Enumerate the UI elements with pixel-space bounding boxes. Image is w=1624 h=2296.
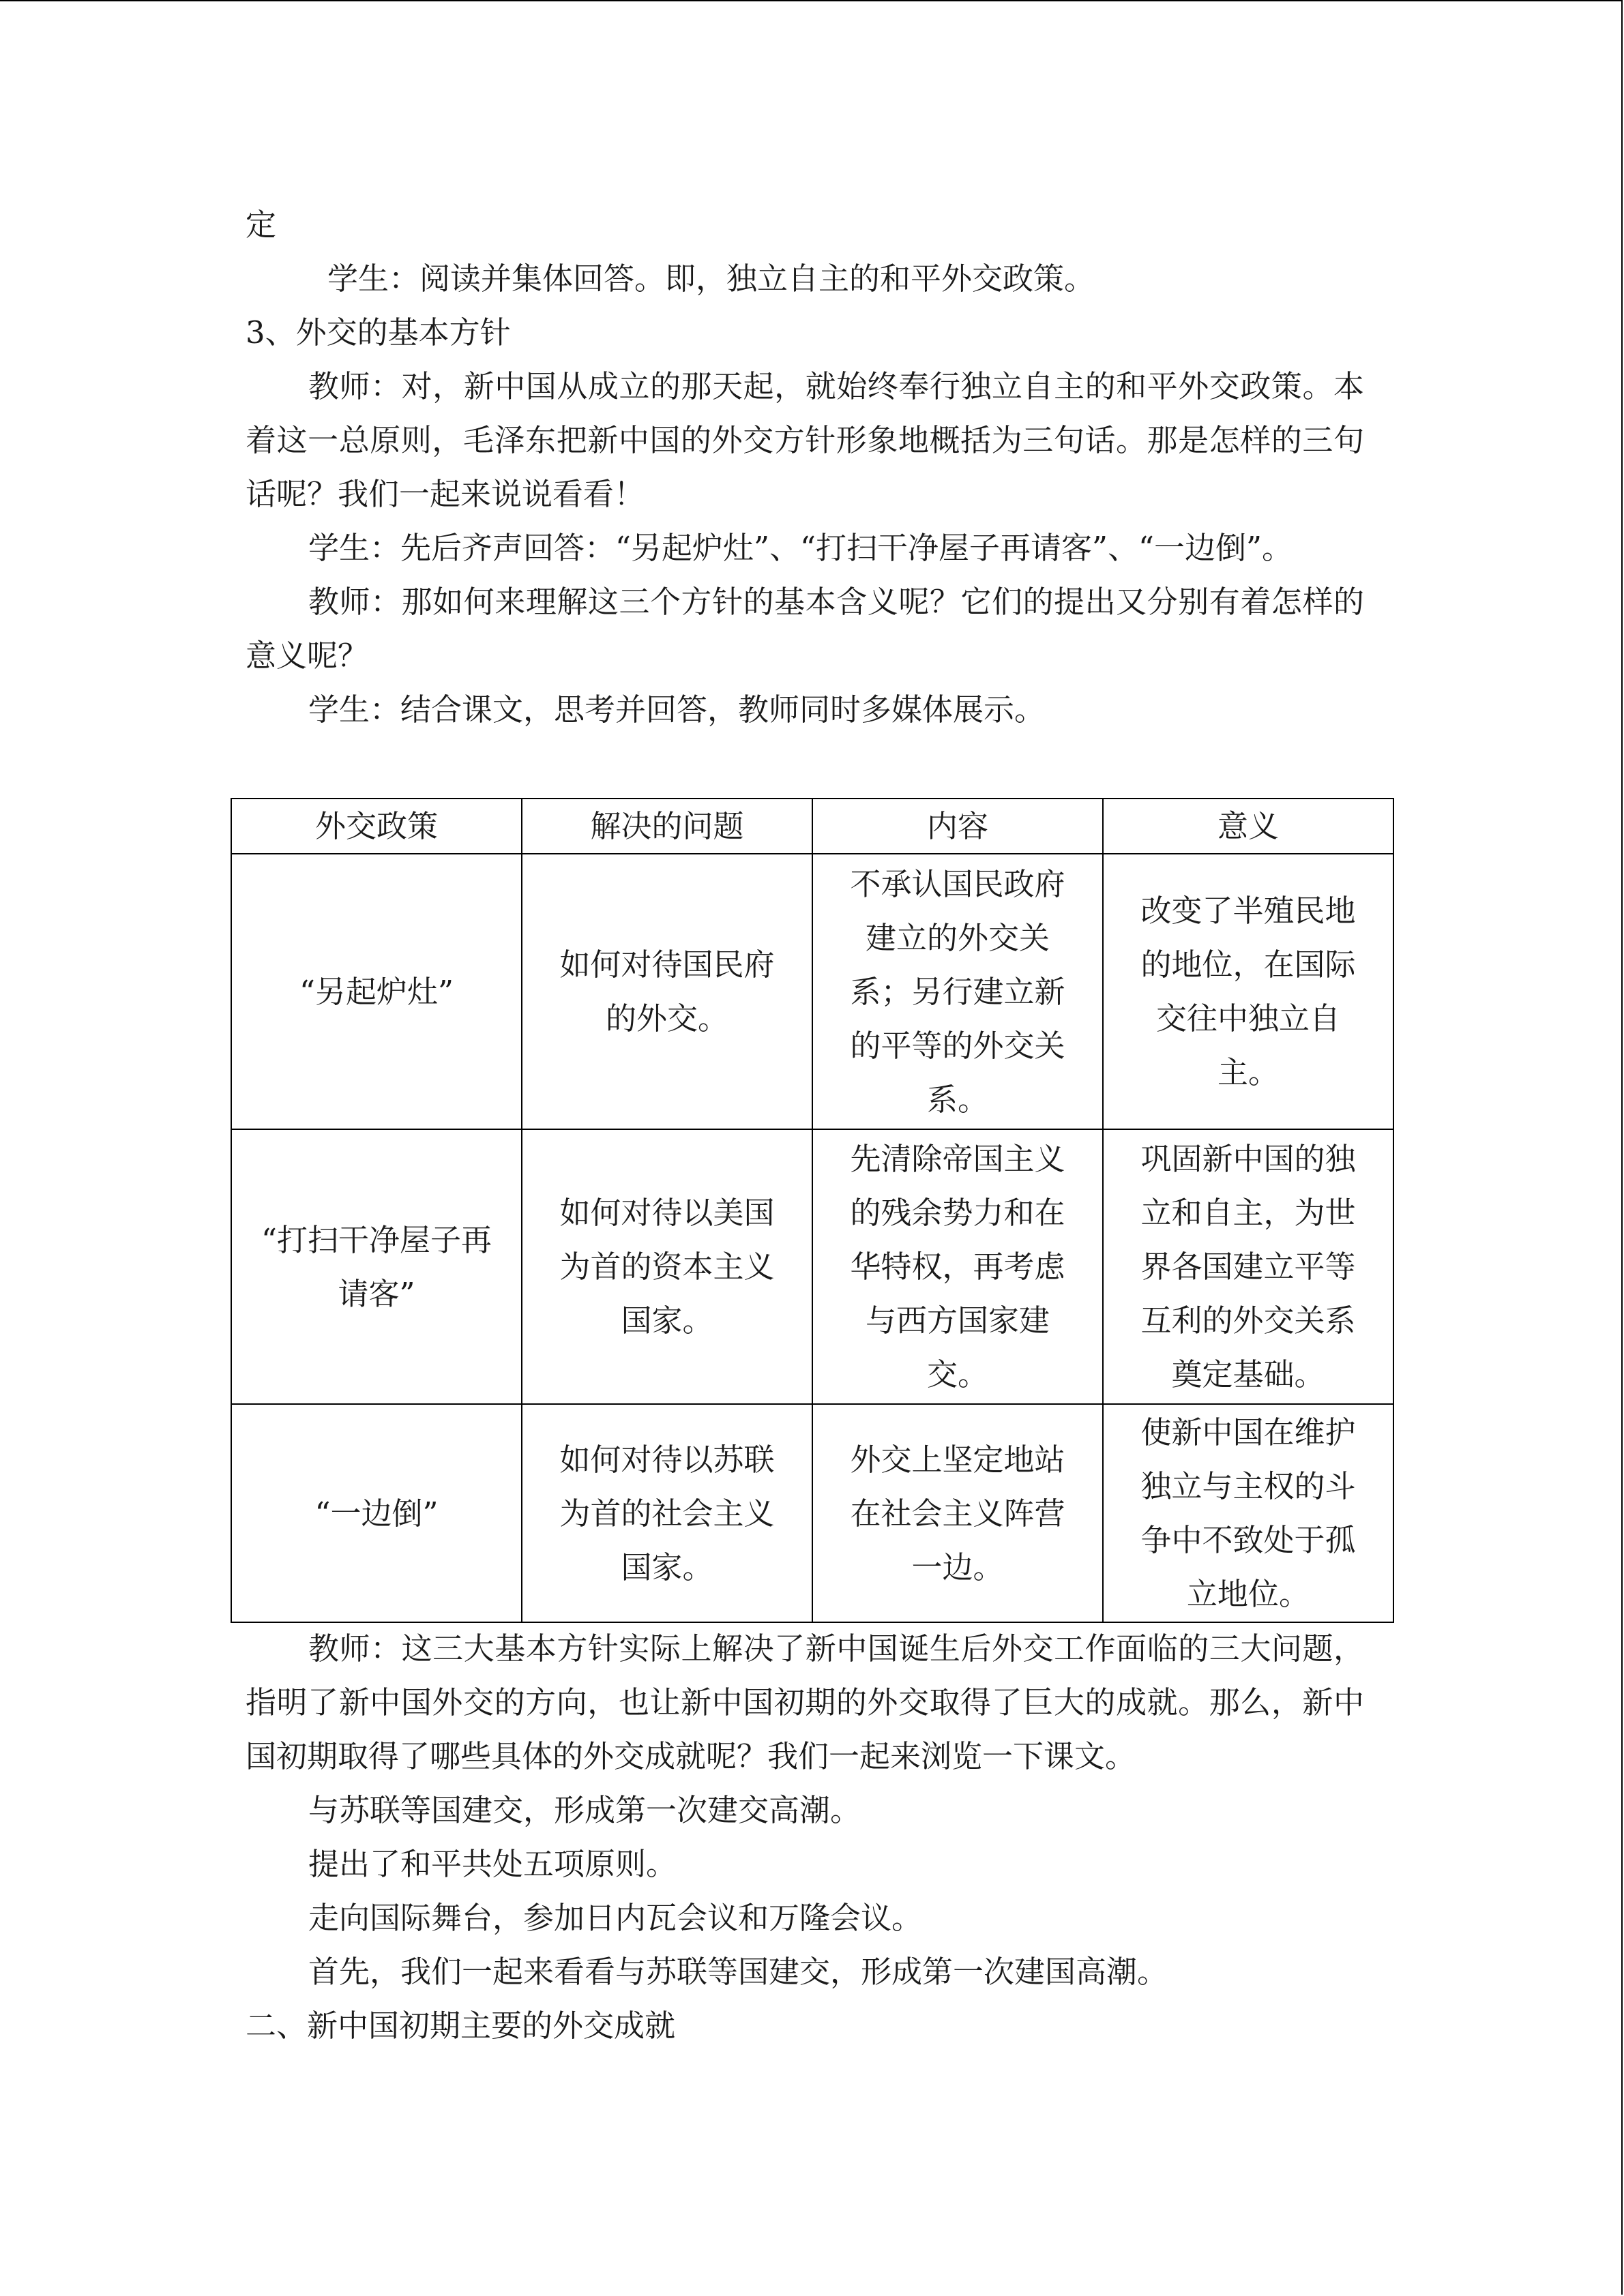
table-cell: 巩固新中国的独立和自主，为世界各国建立平等互利的外交关系奠定基础。 (1103, 1129, 1393, 1404)
table-cell: 如何对待以美国为首的资本主义国家。 (522, 1129, 812, 1404)
achievement-item-1: 与苏联等国建交，形成第一次建交高潮。 (308, 1792, 861, 1828)
table-cell: 如何对待以苏联为首的社会主义国家。 (522, 1404, 812, 1622)
table-cell: 不承认国民政府建立的外交关系；另行建立新的平等的外交关系。 (812, 854, 1103, 1129)
student-answer-2: 学生：先后齐声回答：“另起炉灶”、“打扫干净屋子再请客”、“一边倒”。 (308, 530, 1293, 566)
policy-table (231, 798, 1394, 1623)
lower-text (246, 1622, 1364, 2053)
table-header-row (231, 799, 1393, 854)
table-cell: “另起炉灶” (231, 854, 522, 1129)
upper-text (246, 198, 1364, 736)
section-heading-2: 二、新中国初期主要的外交成就 (246, 2008, 676, 2044)
table-cell: “一边倒” (231, 1404, 522, 1622)
table-cell: 改变了半殖民地的地位，在国际交往中独立自主。 (1103, 854, 1393, 1129)
section-heading-3: 3、外交的基本方针 (246, 314, 511, 351)
table-cell: 如何对待国民府的外交。 (522, 854, 812, 1129)
teacher-paragraph-2: 教师：那如何来理解这三个方针的基本含义呢？它们的提出又分别有着怎样的意义呢？ (246, 584, 1364, 674)
student-answer-1: 学生：阅读并集体回答。即，独立自主的和平外交政策。 (327, 260, 1095, 297)
achievement-item-3: 走向国际舞台，参加日内瓦会议和万隆会议。 (308, 1900, 923, 1936)
table-row (231, 854, 1393, 1129)
paragraph-continuation: 定 (246, 207, 277, 243)
table-header: 解决的问题 (522, 799, 812, 854)
achievement-item-2: 提出了和平共处五项原则。 (308, 1846, 677, 1882)
table-header: 内容 (812, 799, 1103, 854)
table-cell: 外交上坚定地站在社会主义阵营一边。 (812, 1404, 1103, 1622)
table-cell: 使新中国在维护独立与主权的斗争中不致处于孤立地位。 (1103, 1404, 1393, 1622)
teacher-transition: 首先，我们一起来看看与苏联等国建交，形成第一次建国高潮。 (308, 1954, 1168, 1990)
table-cell: 先清除帝国主义的残余势力和在华特权，再考虑与西方国家建交。 (812, 1129, 1103, 1404)
policy-table-wrapper (231, 798, 1394, 1623)
table-cell: “打扫干净屋子再请客” (231, 1129, 522, 1404)
table-header: 意义 (1103, 799, 1393, 854)
table-header: 外交政策 (231, 799, 522, 854)
table-row (231, 1404, 1393, 1622)
table-row (231, 1129, 1393, 1404)
teacher-paragraph-1: 教师：对，新中国从成立的那天起，就始终奉行独立自主的和平外交政策。本着这一总原则，毛泽东把新中国的外交方针形象地概括为三句话。那是怎样的三句话呢？我们一起来说说看看！ (246, 368, 1364, 512)
student-answer-3: 学生：结合课文，思考并回答，教师同时多媒体展示。 (308, 691, 1046, 728)
teacher-paragraph-3: 教师：这三大基本方针实际上解决了新中国诞生后外交工作面临的三大问题，指明了新中国外交的方向，也让新中国初期的外交取得了巨大的成就。那么，新中国初期取得了哪些具体的外交成就呢？我们一起来浏览一下课文。 (246, 1630, 1364, 1774)
